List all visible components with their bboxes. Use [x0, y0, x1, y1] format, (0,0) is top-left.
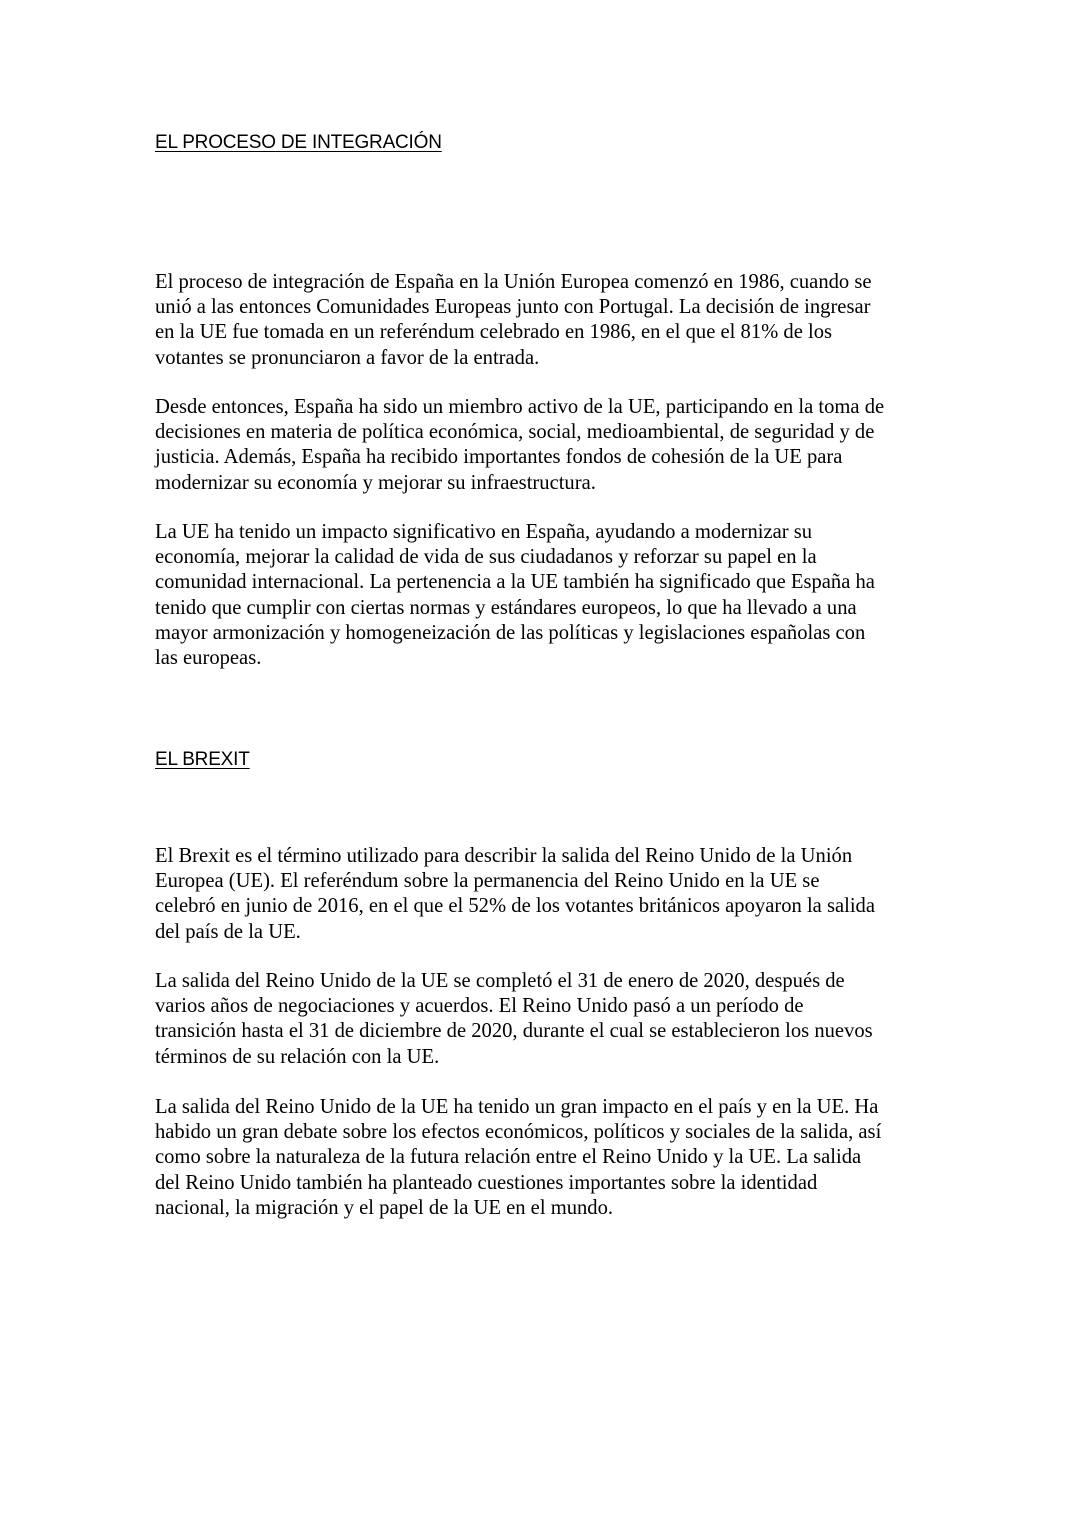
text-line: El Brexit es el término utilizado para describir la salida del Reino Unido de la Unión [155, 845, 853, 867]
text-line: unió a las entonces Comunidades Europeas junto con Portugal. La decisión de ingresar [155, 296, 871, 319]
text-line: comunidad internacional. La pertenencia a la UE también ha significado que España ha [155, 571, 875, 594]
text-line: mayor armonización y homogeneización de las políticas y legislaciones españolas con [155, 621, 866, 644]
text-line: decisiones en materia de política económica, social, medioambiental, de seguridad y de [155, 421, 875, 444]
text-line: La UE ha tenido un impacto significativo en España, ayudando a modernizar su [155, 521, 813, 543]
text-line: transición hasta el 31 de diciembre de 2020, durante el cual se establecieron los nuevos [155, 1020, 873, 1043]
paragraph-integracion-1 [155, 270, 930, 371]
text-line: términos de su relación con la UE. [155, 1045, 440, 1068]
text-line: tenido que cumplir con ciertas normas y estándares europeos, lo que ha llevado a una [155, 596, 857, 619]
text-line: las europeas. [155, 647, 262, 670]
text-line: modernizar su economía y mejorar su infraestructura. [155, 471, 596, 494]
text-line: votantes se pronunciaron a favor de la entrada. [155, 346, 540, 369]
text-line: economía, mejorar la calidad de vida de sus ciudadanos y reforzar su papel en la [155, 546, 817, 569]
text-line: celebró en junio de 2016, en el que el 52% de los votantes británicos apoyaron la salida [155, 895, 875, 918]
paragraph-integracion-3 [155, 520, 930, 671]
text-line: Europea (UE). El referéndum sobre la permanencia del Reino Unido en la UE se [155, 870, 820, 893]
paragraph-integracion-2 [155, 395, 930, 496]
text-line: La salida del Reino Unido de la UE ha tenido un gran impacto en el país y en la UE. Ha [155, 1096, 879, 1118]
text-line: El proceso de integración de España en la Unión Europea comenzó en 1986, cuando se [155, 271, 872, 293]
paragraph-brexit-1 [155, 844, 930, 945]
text-line: varios años de negociaciones y acuerdos. El Reino Unido pasó a un período de [155, 995, 804, 1018]
section-heading-brexit: EL BREXIT [155, 749, 250, 770]
text-line: habido un gran debate sobre los efectos económicos, políticos y sociales de la salida, así [155, 1121, 882, 1144]
text-line: del país de la UE. [155, 920, 301, 943]
text-line: del Reino Unido también ha planteado cuestiones importantes sobre la identidad [155, 1171, 818, 1194]
text-line: nacional, la migración y el papel de la UE en el mundo. [155, 1196, 614, 1219]
text-line: en la UE fue tomada en un referéndum celebrado en 1986, en el que el 81% de los [155, 321, 833, 344]
paragraph-brexit-3 [155, 1095, 930, 1221]
text-line: como sobre la naturaleza de la futura relación entre el Reino Unido y la UE. La salida [155, 1146, 862, 1169]
section-heading-integracion: EL PROCESO DE INTEGRACIÓN [155, 132, 442, 153]
text-line: Desde entonces, España ha sido un miembro activo de la UE, participando en la toma de [155, 396, 885, 418]
text-line: La salida del Reino Unido de la UE se completó el 31 de enero de 2020, después de [155, 970, 845, 992]
text-line: justicia. Además, España ha recibido importantes fondos de cohesión de la UE para [155, 446, 843, 469]
paragraph-brexit-2 [155, 969, 930, 1070]
